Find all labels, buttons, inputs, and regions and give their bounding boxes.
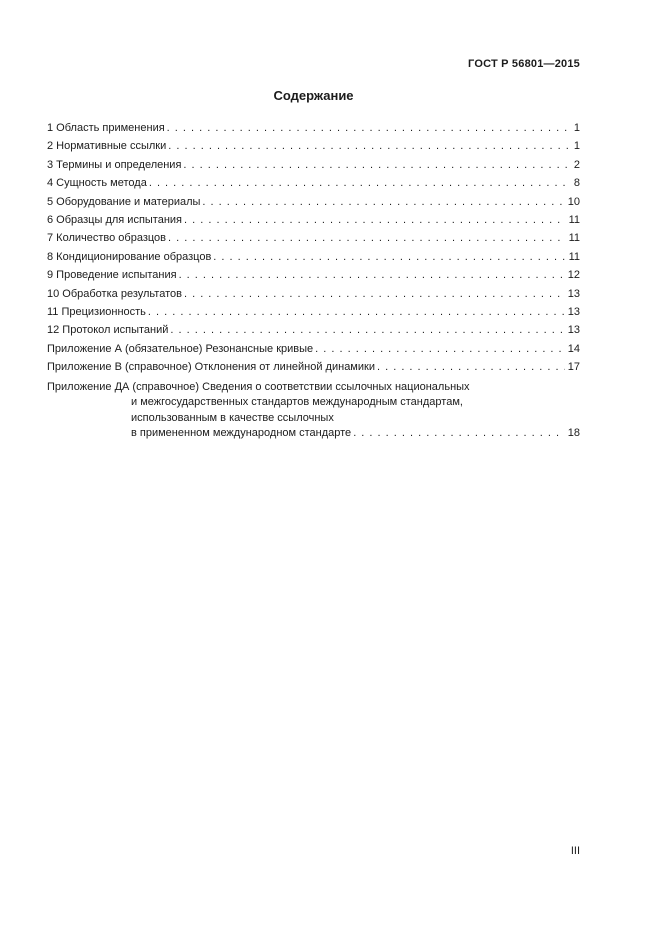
toc-entry bbox=[47, 229, 580, 247]
toc-entry-page: 2 bbox=[573, 158, 580, 171]
dot-leader bbox=[213, 248, 565, 266]
toc-entry bbox=[47, 174, 580, 192]
toc-entry bbox=[47, 285, 580, 303]
table-of-contents bbox=[47, 119, 580, 441]
toc-entry-page: 13 bbox=[567, 324, 580, 337]
toc-entry-label: 2 Нормативные ссылки bbox=[47, 140, 167, 153]
dot-leader bbox=[353, 426, 565, 441]
toc-entry-label: 5 Оборудование и материалы bbox=[47, 195, 201, 208]
toc-entry-label: 6 Образцы для испытания bbox=[47, 214, 183, 227]
toc-entry-label: в примененном международном стандарте bbox=[131, 426, 352, 439]
toc-entry bbox=[47, 137, 580, 155]
toc-entry-page: 1 bbox=[573, 140, 580, 153]
toc-entry bbox=[47, 321, 580, 339]
dot-leader bbox=[149, 174, 571, 192]
toc-entry-page: 13 bbox=[567, 306, 580, 319]
dot-leader bbox=[184, 285, 565, 303]
toc-entry-label: 8 Кондиционирование образцов bbox=[47, 250, 212, 263]
dot-leader bbox=[168, 137, 571, 155]
toc-entry-label: 3 Термины и определения bbox=[47, 158, 182, 171]
doc-code: ГОСТ Р 56801—2015 bbox=[468, 58, 580, 70]
dot-leader bbox=[377, 358, 565, 376]
dot-leader bbox=[315, 340, 565, 358]
toc-entry-label: 12 Протокол испытаний bbox=[47, 324, 169, 337]
dot-leader bbox=[170, 321, 564, 339]
toc-entry-page: 11 bbox=[568, 214, 580, 227]
toc-entry-page: 1 bbox=[573, 122, 580, 134]
toc-entry bbox=[47, 211, 580, 229]
dot-leader bbox=[183, 156, 570, 174]
toc-entry-page: 13 bbox=[567, 287, 580, 300]
dot-leader bbox=[167, 119, 571, 137]
toc-entry bbox=[47, 193, 580, 211]
appendix-da-line-2: и межгосударственных стандартов международным стандартам, bbox=[131, 396, 463, 409]
toc-entry-page: 17 bbox=[567, 361, 580, 374]
toc-entry-appendix-a bbox=[47, 340, 580, 358]
toc-entry-label: Приложение В (справочное) Отклонения от линейной динамики bbox=[47, 361, 375, 374]
toc-entry-page: 11 bbox=[568, 250, 580, 263]
dot-leader bbox=[184, 211, 566, 229]
toc-entry-label: 7 Количество образцов bbox=[47, 232, 167, 245]
page-title: Содержание bbox=[273, 88, 354, 103]
dot-leader bbox=[202, 193, 564, 211]
toc-entry bbox=[47, 266, 580, 284]
appendix-da-line-4 bbox=[131, 426, 580, 441]
toc-entry bbox=[47, 119, 580, 137]
toc-entry bbox=[47, 303, 580, 321]
toc-entry-page: 12 bbox=[567, 269, 580, 282]
dot-leader bbox=[168, 229, 566, 247]
toc-entry-label: 9 Проведение испытания bbox=[47, 269, 177, 282]
footer-page-number: III bbox=[570, 845, 580, 857]
toc-entry-label: 10 Обработка результатов bbox=[47, 287, 182, 300]
toc-entry-appendix-da bbox=[47, 380, 580, 442]
toc-entry-page: 14 bbox=[567, 342, 580, 355]
toc-entry-label: 1 Область применения bbox=[47, 122, 165, 134]
toc-entry-label: 4 Сущность метода bbox=[47, 177, 147, 190]
toc-entry bbox=[47, 156, 580, 174]
toc-entry-label: 11 Прецизионность bbox=[47, 306, 146, 319]
appendix-da-line-1: Приложение ДА (справочное) Сведения о соответствии ссылочных национальных bbox=[47, 380, 470, 393]
appendix-da-line-3: использованным в качестве ссылочных bbox=[131, 411, 334, 424]
dot-leader bbox=[179, 266, 565, 284]
toc-entry-page: 11 bbox=[568, 232, 580, 245]
toc-entry-label: Приложение А (обязательное) Резонансные кривые bbox=[47, 342, 314, 355]
dot-leader bbox=[148, 303, 565, 321]
toc-entry-page: 18 bbox=[567, 426, 580, 439]
toc-entry bbox=[47, 248, 580, 266]
toc-entry-appendix-b bbox=[47, 358, 580, 376]
toc-entry-page: 10 bbox=[567, 195, 580, 208]
toc-entry-page: 8 bbox=[573, 177, 580, 190]
